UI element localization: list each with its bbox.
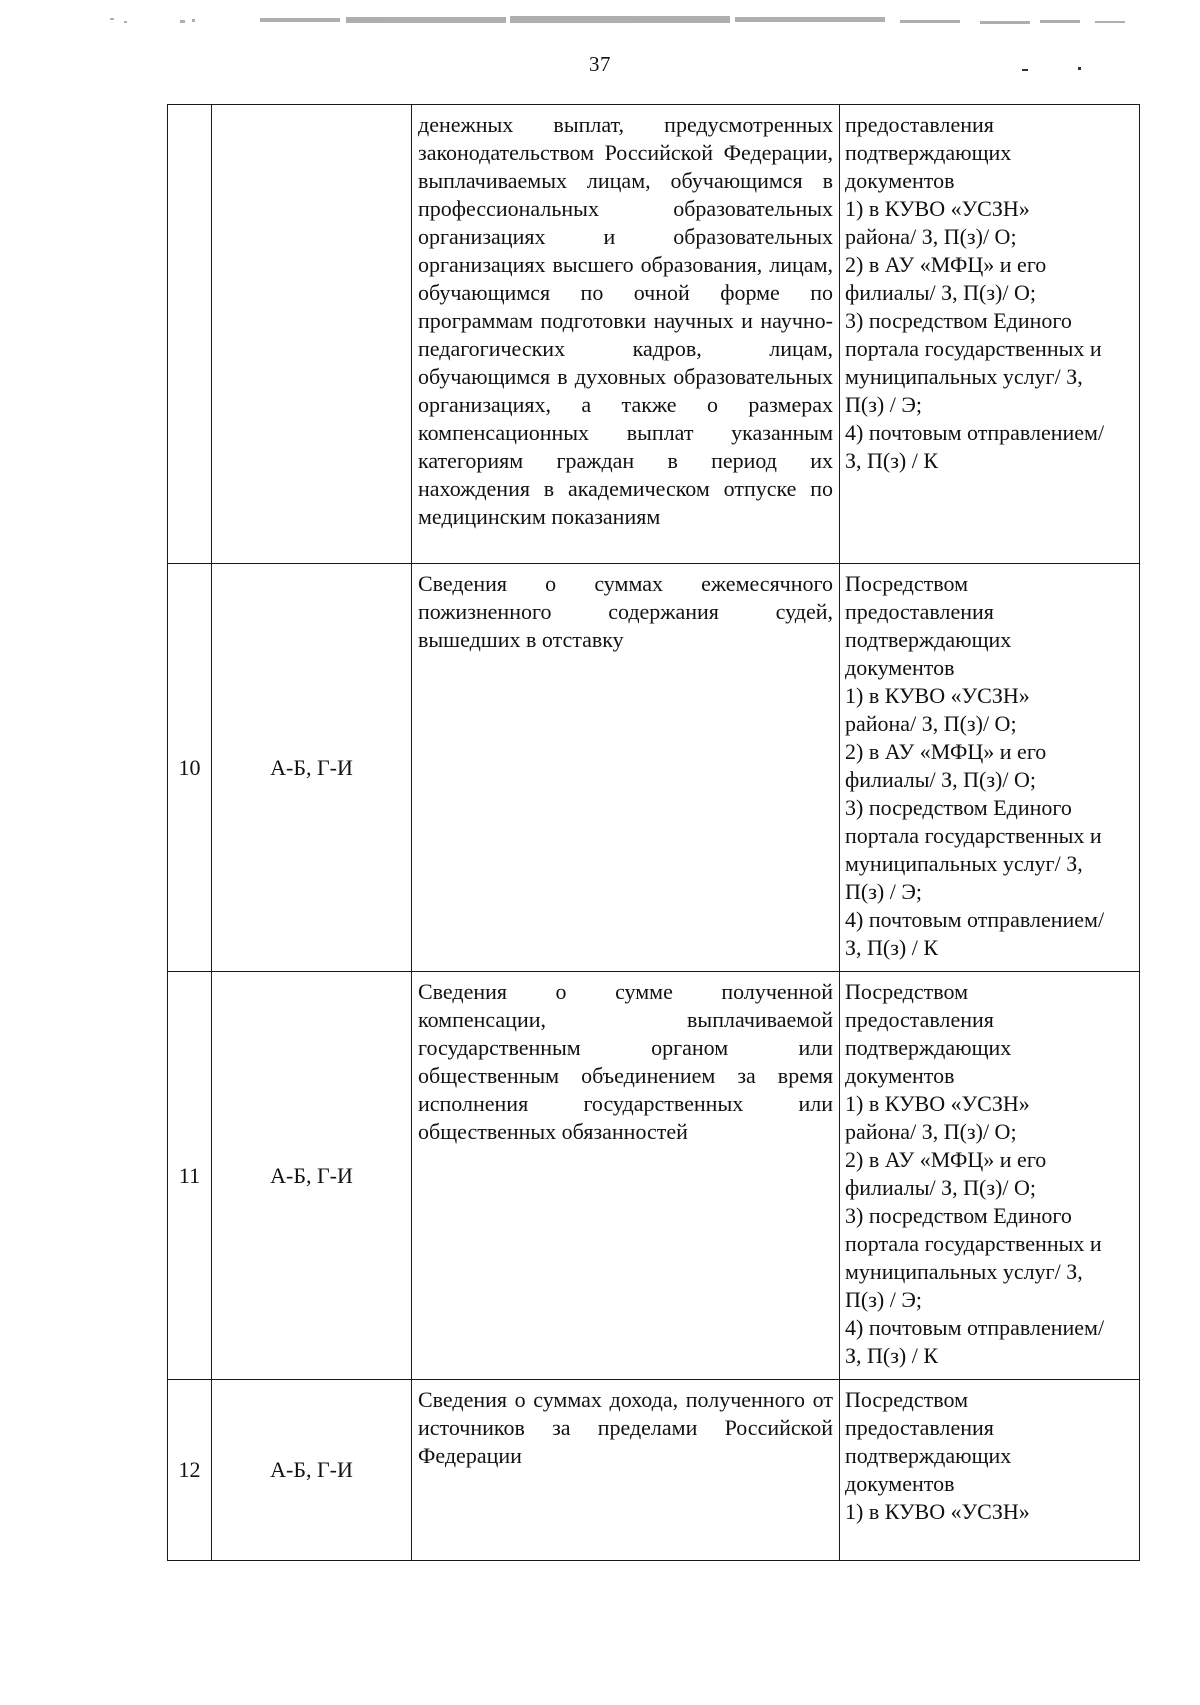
- method-line: района/ З, П(з)/ О;: [845, 224, 1017, 249]
- method-line: З, П(з) / К: [845, 1343, 939, 1368]
- row-method: [840, 105, 1140, 564]
- method-line: предоставления: [845, 1415, 994, 1440]
- row-description: Сведения о сумме полученной компенсации, выплачиваемой государственным органом или общественным объединением за время исполнения государственных или общественных обязанностей: [412, 972, 840, 1380]
- method-line: Посредством: [845, 571, 968, 596]
- document-table: [167, 104, 1140, 1561]
- table-body: [168, 105, 1140, 1561]
- method-line: документов: [845, 1471, 955, 1496]
- method-line: П(з) / Э;: [845, 392, 922, 417]
- method-line: П(з) / Э;: [845, 879, 922, 904]
- method-line: П(з) / Э;: [845, 1287, 922, 1312]
- method-line: муниципальных услуг/ З,: [845, 851, 1083, 876]
- method-line: 1) в КУВО «УСЗН»: [845, 1499, 1030, 1524]
- row-description: Сведения о суммах дохода, полученного от источников за пределами Российской Федерации: [412, 1380, 840, 1561]
- method-line: Посредством: [845, 1387, 968, 1412]
- method-line: предоставления: [845, 599, 994, 624]
- row-description: денежных выплат, предусмотренных законодательством Российской Федерации, выплачиваемых лицам, обучающимся в профессиональных образовательных организациях и образовательных организациях высшего образования, лицам, обучающимся по очной форме по программам подготовки научных и научно-педагогических кадров, лицам, обучающимся в духовных образовательных организациях, а также о размерах компенсационных выплат указанным категориям граждан в период их нахождения в академическом отпуске по медицинским показаниям: [412, 105, 840, 564]
- method-line: муниципальных услуг/ З,: [845, 1259, 1083, 1284]
- method-line: подтверждающих: [845, 140, 1012, 165]
- method-line: З, П(з) / К: [845, 448, 939, 473]
- method-line: портала государственных и: [845, 336, 1102, 361]
- table-row: [168, 1380, 1140, 1561]
- scan-marks: [1010, 60, 1090, 76]
- row-method: [840, 972, 1140, 1380]
- method-line: подтверждающих: [845, 1443, 1012, 1468]
- row-number: 11: [168, 972, 212, 1380]
- method-line: района/ З, П(з)/ О;: [845, 1119, 1017, 1144]
- method-line: 3) посредством Единого: [845, 1203, 1072, 1228]
- table-row: [168, 564, 1140, 972]
- page-number: 37: [589, 52, 611, 76]
- method-line: филиалы/ З, П(з)/ О;: [845, 1175, 1036, 1200]
- method-line: подтверждающих: [845, 627, 1012, 652]
- method-line: муниципальных услуг/ З,: [845, 364, 1083, 389]
- method-line: 1) в КУВО «УСЗН»: [845, 196, 1030, 221]
- row-number: 12: [168, 1380, 212, 1561]
- row-number: 10: [168, 564, 212, 972]
- method-line: 3) посредством Единого: [845, 795, 1072, 820]
- scan-noise-strip: [110, 8, 1140, 38]
- row-category: А-Б, Г-И: [212, 972, 412, 1380]
- method-line: портала государственных и: [845, 1231, 1102, 1256]
- method-line: 1) в КУВО «УСЗН»: [845, 683, 1030, 708]
- method-line: портала государственных и: [845, 823, 1102, 848]
- method-line: З, П(з) / К: [845, 935, 939, 960]
- method-line: документов: [845, 168, 955, 193]
- method-line: 3) посредством Единого: [845, 308, 1072, 333]
- row-category: А-Б, Г-И: [212, 564, 412, 972]
- method-line: района/ З, П(з)/ О;: [845, 711, 1017, 736]
- table-row: [168, 105, 1140, 564]
- method-line: 2) в АУ «МФЦ» и его: [845, 1147, 1047, 1172]
- method-line: подтверждающих: [845, 1035, 1012, 1060]
- method-line: 4) почтовым отправлением/: [845, 420, 1105, 445]
- row-category: А-Б, Г-И: [212, 1380, 412, 1561]
- method-line: предоставления: [845, 1007, 994, 1032]
- method-line: Посредством: [845, 979, 968, 1004]
- method-line: предоставления: [845, 112, 994, 137]
- method-line: 4) почтовым отправлением/: [845, 907, 1105, 932]
- row-category: [212, 105, 412, 564]
- method-line: 1) в КУВО «УСЗН»: [845, 1091, 1030, 1116]
- table-row: [168, 972, 1140, 1380]
- method-line: 2) в АУ «МФЦ» и его: [845, 739, 1047, 764]
- method-line: 4) почтовым отправлением/: [845, 1315, 1105, 1340]
- method-line: филиалы/ З, П(з)/ О;: [845, 767, 1036, 792]
- row-number: [168, 105, 212, 564]
- row-method: [840, 1380, 1140, 1561]
- method-line: документов: [845, 655, 955, 680]
- method-line: документов: [845, 1063, 955, 1088]
- row-method: [840, 564, 1140, 972]
- method-line: филиалы/ З, П(з)/ О;: [845, 280, 1036, 305]
- method-line: 2) в АУ «МФЦ» и его: [845, 252, 1047, 277]
- row-description: Сведения о суммах ежемесячного пожизненного содержания судей, вышедших в отставку: [412, 564, 840, 972]
